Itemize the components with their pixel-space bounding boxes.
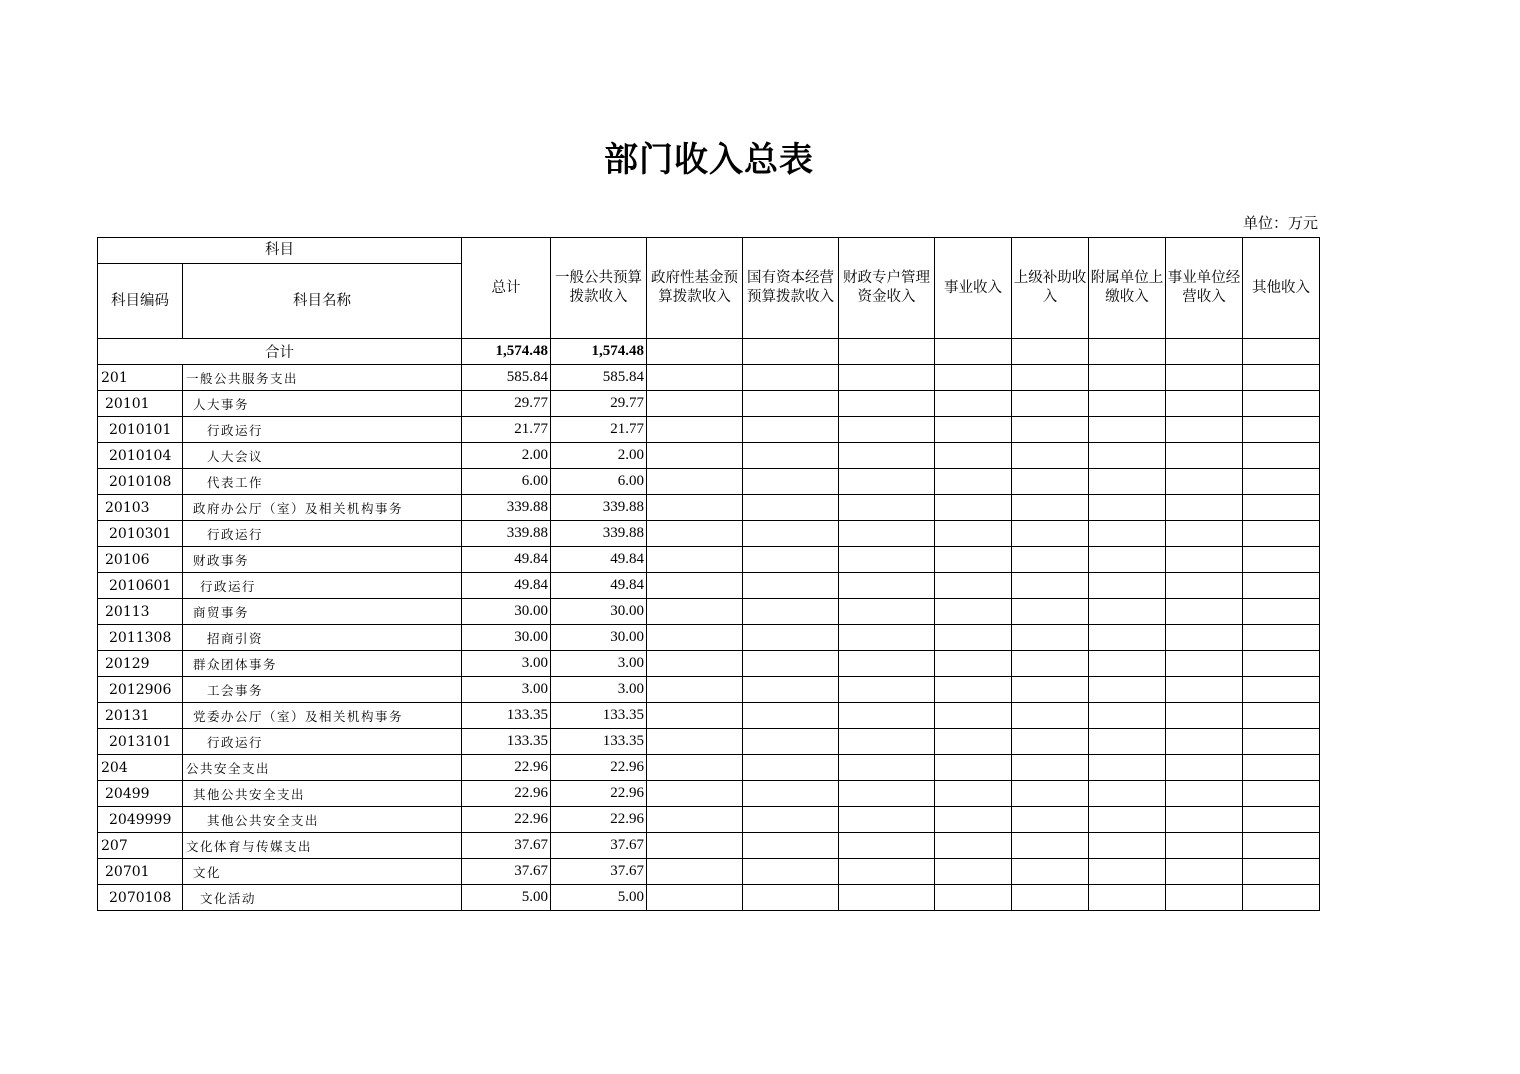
row-empty-cell xyxy=(1243,703,1320,729)
table-row xyxy=(98,703,1320,729)
row-empty-cell xyxy=(1166,365,1243,391)
row-empty-cell xyxy=(935,547,1012,573)
row-empty-cell xyxy=(935,495,1012,521)
row-empty-cell xyxy=(1166,703,1243,729)
row-empty-cell xyxy=(743,833,839,859)
row-empty-cell xyxy=(1166,729,1243,755)
row-empty-cell xyxy=(647,599,743,625)
page-title: 部门收入总表 xyxy=(604,140,814,180)
row-empty-cell xyxy=(935,781,1012,807)
row-code: 20499 xyxy=(98,781,183,807)
row-empty-cell xyxy=(1089,599,1166,625)
row-empty-cell xyxy=(743,807,839,833)
table-row xyxy=(98,885,1320,911)
row-empty-cell xyxy=(647,755,743,781)
row-empty-cell xyxy=(1012,495,1089,521)
row-name: 行政运行 xyxy=(183,573,462,599)
row-empty-cell xyxy=(839,677,935,703)
row-empty-cell xyxy=(1243,781,1320,807)
row-empty-cell xyxy=(1243,599,1320,625)
row-empty-cell xyxy=(647,885,743,911)
row-general: 49.84 xyxy=(551,573,647,599)
row-general: 339.88 xyxy=(551,521,647,547)
row-total: 22.96 xyxy=(462,807,551,833)
row-empty-cell xyxy=(839,703,935,729)
row-total: 37.67 xyxy=(462,833,551,859)
table-row xyxy=(98,625,1320,651)
total-label: 合计 xyxy=(98,339,462,365)
header-special-account: 财政专户管理资金收入 xyxy=(839,238,935,339)
row-empty-cell xyxy=(1166,859,1243,885)
row-total: 585.84 xyxy=(462,365,551,391)
row-general: 2.00 xyxy=(551,443,647,469)
row-empty-cell xyxy=(1243,625,1320,651)
row-code: 2070108 xyxy=(98,885,183,911)
header-affiliate-remit: 附属单位上缴收入 xyxy=(1089,238,1166,339)
table-row xyxy=(98,807,1320,833)
row-total: 30.00 xyxy=(462,625,551,651)
row-code: 2010301 xyxy=(98,521,183,547)
row-name: 工会事务 xyxy=(183,677,462,703)
row-empty-cell xyxy=(1089,755,1166,781)
table-row xyxy=(98,781,1320,807)
row-empty-cell xyxy=(1166,833,1243,859)
row-empty-cell xyxy=(647,781,743,807)
row-name: 其他公共安全支出 xyxy=(183,781,462,807)
row-code: 207 xyxy=(98,833,183,859)
row-empty-cell xyxy=(1243,547,1320,573)
row-code: 2010108 xyxy=(98,469,183,495)
row-empty-cell xyxy=(1243,573,1320,599)
row-empty-cell xyxy=(743,729,839,755)
row-name: 群众团体事务 xyxy=(183,651,462,677)
row-total: 133.35 xyxy=(462,703,551,729)
row-empty-cell xyxy=(1243,495,1320,521)
row-empty-cell xyxy=(839,521,935,547)
row-empty-cell xyxy=(839,625,935,651)
row-empty-cell xyxy=(647,547,743,573)
row-empty-cell xyxy=(1012,677,1089,703)
header-name: 科目名称 xyxy=(183,264,462,339)
header-superior-subsidy: 上级补助收入 xyxy=(1012,238,1089,339)
row-general: 3.00 xyxy=(551,677,647,703)
row-name: 文化 xyxy=(183,859,462,885)
row-empty-cell xyxy=(1243,521,1320,547)
row-general: 22.96 xyxy=(551,755,647,781)
row-empty-cell xyxy=(1166,469,1243,495)
row-total: 49.84 xyxy=(462,547,551,573)
row-empty-cell xyxy=(743,599,839,625)
income-summary-table xyxy=(97,237,1320,911)
row-code: 2012906 xyxy=(98,677,183,703)
row-empty-cell xyxy=(1012,703,1089,729)
row-empty-cell xyxy=(1166,573,1243,599)
row-empty-cell xyxy=(935,729,1012,755)
row-empty-cell xyxy=(839,365,935,391)
row-empty-cell xyxy=(839,755,935,781)
row-general: 21.77 xyxy=(551,417,647,443)
table-row xyxy=(98,833,1320,859)
row-name: 财政事务 xyxy=(183,547,462,573)
row-total: 6.00 xyxy=(462,469,551,495)
row-code: 20701 xyxy=(98,859,183,885)
row-empty-cell xyxy=(1243,469,1320,495)
row-empty-cell xyxy=(743,365,839,391)
row-general: 339.88 xyxy=(551,495,647,521)
row-empty-cell xyxy=(1012,729,1089,755)
row-total: 2.00 xyxy=(462,443,551,469)
row-empty-cell xyxy=(935,443,1012,469)
row-empty-cell xyxy=(1243,651,1320,677)
row-code: 20103 xyxy=(98,495,183,521)
row-total: 22.96 xyxy=(462,781,551,807)
row-total: 21.77 xyxy=(462,417,551,443)
row-empty-cell xyxy=(1243,391,1320,417)
row-empty-cell xyxy=(839,391,935,417)
row-name: 招商引资 xyxy=(183,625,462,651)
row-empty-cell xyxy=(935,521,1012,547)
row-empty-cell xyxy=(1012,781,1089,807)
row-general: 37.67 xyxy=(551,833,647,859)
row-empty-cell xyxy=(1089,833,1166,859)
row-empty-cell xyxy=(839,469,935,495)
row-total: 49.84 xyxy=(462,573,551,599)
row-empty-cell xyxy=(1166,651,1243,677)
row-code: 2011308 xyxy=(98,625,183,651)
row-total: 29.77 xyxy=(462,391,551,417)
row-empty-cell xyxy=(743,469,839,495)
row-total: 22.96 xyxy=(462,755,551,781)
row-total: 339.88 xyxy=(462,495,551,521)
row-empty-cell xyxy=(935,807,1012,833)
row-total: 3.00 xyxy=(462,651,551,677)
row-total: 37.67 xyxy=(462,859,551,885)
row-code: 20129 xyxy=(98,651,183,677)
row-empty-cell xyxy=(1166,885,1243,911)
total-row xyxy=(98,339,1320,365)
row-empty-cell xyxy=(839,859,935,885)
row-empty-cell xyxy=(1012,391,1089,417)
row-name: 其他公共安全支出 xyxy=(183,807,462,833)
row-name: 政府办公厅（室）及相关机构事务 xyxy=(183,495,462,521)
row-name: 文化活动 xyxy=(183,885,462,911)
row-general: 5.00 xyxy=(551,885,647,911)
row-total: 3.00 xyxy=(462,677,551,703)
row-empty-cell xyxy=(935,885,1012,911)
table-row xyxy=(98,443,1320,469)
row-name: 人大事务 xyxy=(183,391,462,417)
header-business-income: 事业收入 xyxy=(935,238,1012,339)
row-empty-cell xyxy=(1166,391,1243,417)
header-subject: 科目 xyxy=(98,238,462,264)
row-empty-cell xyxy=(935,625,1012,651)
row-empty-cell xyxy=(1089,391,1166,417)
row-empty-cell xyxy=(935,755,1012,781)
row-empty-cell xyxy=(839,573,935,599)
total-total: 1,574.48 xyxy=(462,339,551,365)
row-empty-cell xyxy=(1166,547,1243,573)
row-empty-cell xyxy=(839,599,935,625)
row-code: 20101 xyxy=(98,391,183,417)
table-row xyxy=(98,547,1320,573)
row-empty-cell xyxy=(935,599,1012,625)
row-empty-cell xyxy=(1012,547,1089,573)
row-empty-cell xyxy=(743,625,839,651)
row-empty-cell xyxy=(647,573,743,599)
row-empty-cell xyxy=(935,573,1012,599)
row-empty-cell xyxy=(1089,651,1166,677)
row-empty-cell xyxy=(1089,859,1166,885)
row-empty-cell xyxy=(1089,703,1166,729)
row-code: 20113 xyxy=(98,599,183,625)
row-general: 37.67 xyxy=(551,859,647,885)
row-name: 行政运行 xyxy=(183,417,462,443)
row-empty-cell xyxy=(1243,677,1320,703)
row-empty-cell xyxy=(1243,729,1320,755)
row-general: 30.00 xyxy=(551,625,647,651)
row-empty-cell xyxy=(1089,443,1166,469)
row-empty-cell xyxy=(743,521,839,547)
row-name: 文化体育与传媒支出 xyxy=(183,833,462,859)
row-code: 20106 xyxy=(98,547,183,573)
row-general: 133.35 xyxy=(551,729,647,755)
row-empty-cell xyxy=(647,365,743,391)
row-empty-cell xyxy=(1089,469,1166,495)
row-empty-cell xyxy=(647,443,743,469)
row-empty-cell xyxy=(1243,755,1320,781)
row-empty-cell xyxy=(839,885,935,911)
row-code: 2010104 xyxy=(98,443,183,469)
row-empty-cell xyxy=(647,651,743,677)
row-empty-cell xyxy=(1243,807,1320,833)
row-empty-cell xyxy=(935,417,1012,443)
row-empty-cell xyxy=(1166,781,1243,807)
row-empty-cell xyxy=(1166,755,1243,781)
row-empty-cell xyxy=(1166,521,1243,547)
row-empty-cell xyxy=(743,651,839,677)
total-general: 1,574.48 xyxy=(551,339,647,365)
row-empty-cell xyxy=(743,703,839,729)
row-empty-cell xyxy=(839,443,935,469)
row-empty-cell xyxy=(1089,417,1166,443)
row-empty-cell xyxy=(1089,365,1166,391)
row-empty-cell xyxy=(1243,417,1320,443)
row-empty-cell xyxy=(647,833,743,859)
row-empty-cell xyxy=(1012,807,1089,833)
table-row xyxy=(98,755,1320,781)
row-general: 3.00 xyxy=(551,651,647,677)
row-empty-cell xyxy=(1166,443,1243,469)
row-empty-cell xyxy=(935,677,1012,703)
row-general: 6.00 xyxy=(551,469,647,495)
row-empty-cell xyxy=(935,469,1012,495)
row-empty-cell xyxy=(1012,755,1089,781)
row-empty-cell xyxy=(743,547,839,573)
row-general: 133.35 xyxy=(551,703,647,729)
row-empty-cell xyxy=(935,703,1012,729)
row-empty-cell xyxy=(1166,417,1243,443)
row-code: 2013101 xyxy=(98,729,183,755)
row-empty-cell xyxy=(839,651,935,677)
row-name: 代表工作 xyxy=(183,469,462,495)
row-empty-cell xyxy=(1243,859,1320,885)
row-empty-cell xyxy=(1012,651,1089,677)
row-empty-cell xyxy=(1012,599,1089,625)
row-empty-cell xyxy=(743,417,839,443)
table-row xyxy=(98,417,1320,443)
row-empty-cell xyxy=(935,859,1012,885)
row-empty-cell xyxy=(1166,677,1243,703)
row-name: 行政运行 xyxy=(183,729,462,755)
row-empty-cell xyxy=(1243,365,1320,391)
row-general: 22.96 xyxy=(551,781,647,807)
row-empty-cell xyxy=(647,859,743,885)
row-empty-cell xyxy=(1089,573,1166,599)
row-name: 一般公共服务支出 xyxy=(183,365,462,391)
row-empty-cell xyxy=(1243,833,1320,859)
header-total: 总计 xyxy=(462,238,551,339)
table-row xyxy=(98,729,1320,755)
row-empty-cell xyxy=(647,521,743,547)
row-name: 人大会议 xyxy=(183,443,462,469)
row-empty-cell xyxy=(935,391,1012,417)
row-empty-cell xyxy=(935,833,1012,859)
row-empty-cell xyxy=(647,391,743,417)
table-row xyxy=(98,521,1320,547)
row-empty-cell xyxy=(647,417,743,443)
row-empty-cell xyxy=(1012,443,1089,469)
row-general: 585.84 xyxy=(551,365,647,391)
row-name: 商贸事务 xyxy=(183,599,462,625)
row-empty-cell xyxy=(647,677,743,703)
row-empty-cell xyxy=(1012,885,1089,911)
table-row xyxy=(98,469,1320,495)
row-total: 30.00 xyxy=(462,599,551,625)
table-row xyxy=(98,859,1320,885)
row-empty-cell xyxy=(1012,625,1089,651)
header-unit-operating: 事业单位经营收入 xyxy=(1166,238,1243,339)
row-name: 行政运行 xyxy=(183,521,462,547)
row-empty-cell xyxy=(743,781,839,807)
row-empty-cell xyxy=(839,807,935,833)
row-empty-cell xyxy=(839,833,935,859)
table-row xyxy=(98,677,1320,703)
row-empty-cell xyxy=(647,703,743,729)
row-empty-cell xyxy=(1089,625,1166,651)
row-empty-cell xyxy=(1012,521,1089,547)
header-gov-fund: 政府性基金预算拨款收入 xyxy=(647,238,743,339)
row-empty-cell xyxy=(1089,547,1166,573)
row-code: 201 xyxy=(98,365,183,391)
row-empty-cell xyxy=(1012,365,1089,391)
row-empty-cell xyxy=(743,859,839,885)
row-empty-cell xyxy=(1089,807,1166,833)
row-total: 133.35 xyxy=(462,729,551,755)
row-empty-cell xyxy=(1012,469,1089,495)
row-empty-cell xyxy=(839,729,935,755)
unit-label: 单位：万元 xyxy=(1242,214,1318,232)
row-general: 22.96 xyxy=(551,807,647,833)
table-row xyxy=(98,495,1320,521)
row-empty-cell xyxy=(935,365,1012,391)
row-name: 公共安全支出 xyxy=(183,755,462,781)
table-row xyxy=(98,391,1320,417)
row-empty-cell xyxy=(1012,859,1089,885)
row-empty-cell xyxy=(1089,677,1166,703)
row-empty-cell xyxy=(1166,599,1243,625)
row-empty-cell xyxy=(1243,443,1320,469)
row-empty-cell xyxy=(1166,625,1243,651)
row-empty-cell xyxy=(1012,573,1089,599)
row-empty-cell xyxy=(743,391,839,417)
row-code: 2010601 xyxy=(98,573,183,599)
row-empty-cell xyxy=(1089,781,1166,807)
row-empty-cell xyxy=(1089,521,1166,547)
row-empty-cell xyxy=(839,781,935,807)
row-empty-cell xyxy=(935,651,1012,677)
row-empty-cell xyxy=(743,677,839,703)
row-empty-cell xyxy=(743,443,839,469)
table-row xyxy=(98,365,1320,391)
row-code: 2049999 xyxy=(98,807,183,833)
row-empty-cell xyxy=(839,417,935,443)
row-empty-cell xyxy=(647,729,743,755)
header-state-capital: 国有资本经营预算拨款收入 xyxy=(743,238,839,339)
row-general: 29.77 xyxy=(551,391,647,417)
row-total: 5.00 xyxy=(462,885,551,911)
row-empty-cell xyxy=(839,495,935,521)
row-general: 30.00 xyxy=(551,599,647,625)
row-empty-cell xyxy=(1166,495,1243,521)
row-empty-cell xyxy=(1012,417,1089,443)
row-total: 339.88 xyxy=(462,521,551,547)
row-empty-cell xyxy=(647,469,743,495)
table-row xyxy=(98,651,1320,677)
row-empty-cell xyxy=(647,625,743,651)
row-empty-cell xyxy=(647,495,743,521)
row-empty-cell xyxy=(743,885,839,911)
row-general: 49.84 xyxy=(551,547,647,573)
row-empty-cell xyxy=(743,755,839,781)
row-empty-cell xyxy=(1166,807,1243,833)
row-code: 204 xyxy=(98,755,183,781)
table-row xyxy=(98,599,1320,625)
row-empty-cell xyxy=(743,495,839,521)
row-code: 2010101 xyxy=(98,417,183,443)
row-empty-cell xyxy=(1089,729,1166,755)
header-code: 科目编码 xyxy=(98,264,183,339)
row-empty-cell xyxy=(1089,495,1166,521)
row-empty-cell xyxy=(647,807,743,833)
table-row xyxy=(98,573,1320,599)
header-other-income: 其他收入 xyxy=(1243,238,1320,339)
header-general-budget: 一般公共预算拨款收入 xyxy=(551,238,647,339)
row-empty-cell xyxy=(839,547,935,573)
row-name: 党委办公厅（室）及相关机构事务 xyxy=(183,703,462,729)
row-empty-cell xyxy=(1243,885,1320,911)
row-empty-cell xyxy=(743,573,839,599)
row-code: 20131 xyxy=(98,703,183,729)
row-empty-cell xyxy=(1012,833,1089,859)
row-empty-cell xyxy=(1089,885,1166,911)
